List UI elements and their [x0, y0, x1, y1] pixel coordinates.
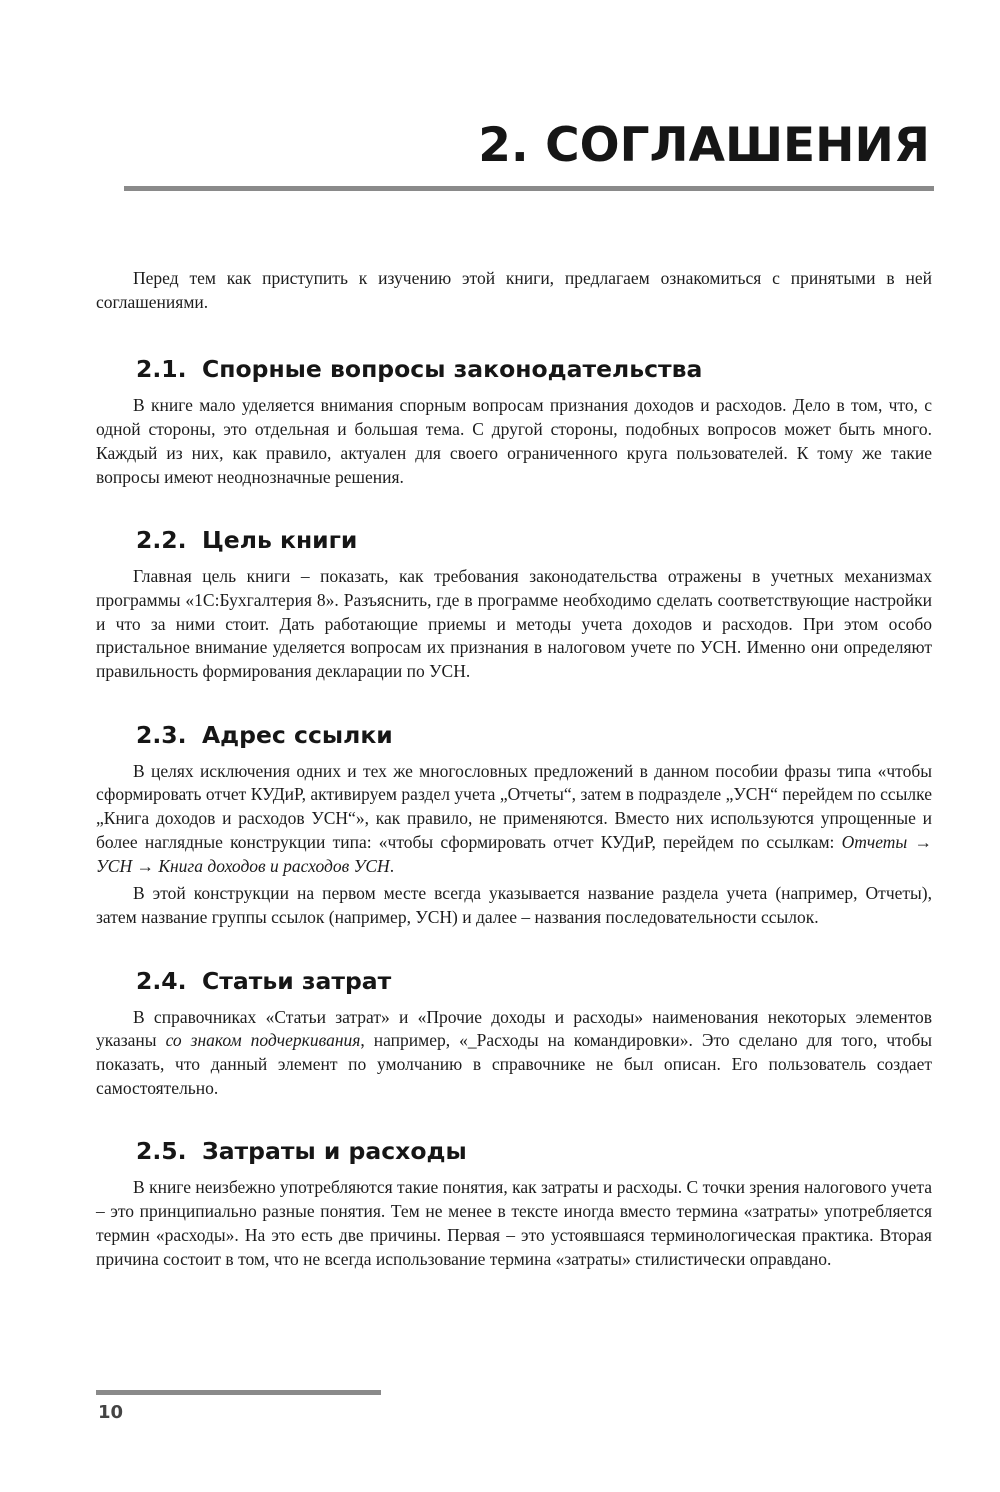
paragraph-text: В целях исключения одних и тех же многословных предложений в данном пособии фразы типа «чтобы сформировать отчет КУДиР, активируем раздел учета „Отчеты“, затем в подразделе „УСН“ перейдем по ссылке „Книга доходов и расходов УСН“», как правило, не применяются. Вместо них используются упрощенные и более наглядные конструкции типа: «чтобы сформировать отчет КУДиР, перейдем по ссылкам: — [96, 760, 932, 852]
section-2-1 — [96, 354, 932, 489]
section-number: 2.2. — [136, 526, 187, 555]
section-heading — [96, 525, 932, 555]
title-rule — [124, 186, 934, 191]
section-paragraph: В этой конструкции на первом месте всегда указывается название раздела учета (например, Отчеты), затем название группы ссылок (например, УСН) и далее – названия последовательности ссылок. — [96, 883, 932, 927]
section-heading — [96, 966, 932, 996]
section-number: 2.5. — [136, 1137, 187, 1166]
page-number: 10 — [98, 1402, 124, 1423]
paragraph-end: . — [389, 855, 395, 876]
section-heading — [96, 720, 932, 750]
section-2-4 — [96, 966, 932, 1101]
paragraph-text: , например, «_Расходы на командировки». Это сделано для того, чтобы показать, что данный элемент по умолчанию в справочнике не был описан. Его пользователь создает самостоятельно. — [96, 1030, 932, 1098]
section-paragraph: В книге мало уделяется внимания спорным вопросам признания доходов и расходов. Дело в том, что, с одной стороны, это отдельная и большая тема. С другой стороны, подобных вопросов может быть много. Каждый из них, как правило, актуален для своего ограниченного круга пользователей. К тому же такие вопросы имеют неоднозначные решения. — [96, 395, 932, 487]
section-paragraph — [96, 760, 932, 879]
chapter-title: 2. СОГЛАШЕНИЯ — [478, 118, 930, 173]
section-paragraph: В книге неизбежно употребляются такие понятия, как затраты и расходы. С точки зрения налогового учета – это принципиально разные понятия. Тем не менее в тексте иногда вместо термина «затраты» употребляется термин «расходы». На это есть две причины. Первая – это устоявшаяся терминологическая практика. Вторая причина состоит в том, что не всегда использование термина «затраты» стилистически оправдано. — [96, 1177, 932, 1269]
footer-rule — [96, 1390, 381, 1395]
section-heading — [96, 1136, 932, 1166]
emphasis-text: со знаком подчеркивания — [165, 1030, 361, 1051]
section-heading — [96, 354, 932, 384]
page-content — [96, 267, 932, 1271]
paragraph-text: В справочниках «Статьи затрат» и «Прочие доходы и расходы» наименования некоторых элементов указаны — [96, 1006, 932, 1051]
section-number: 2.1. — [136, 355, 187, 384]
intro-paragraph: Перед тем как приступить к изучению этой книги, предлагаем ознакомиться с принятыми в ней соглашениями. — [96, 268, 932, 312]
section-paragraph — [96, 1006, 932, 1101]
section-title: Спорные вопросы законодательства — [202, 355, 703, 384]
section-2-3 — [96, 720, 932, 930]
link-path: Отчеты → УСН → Книга доходов и расходов УСН — [96, 831, 932, 876]
section-paragraph: Главная цель книги – показать, как требования законодательства отражены в учетных механизмах программы «1С:Бухгалтерия 8». Разъяснить, где в программе необходимо сделать соответствующие настройки и что за ними стоит. Дать работающие приемы и методы учета доходов и расходов. При этом особо пристальное внимание уделяется вопросам их признания в налоговом учете по УСН. Именно они определяют правильность формирования декларации по УСН. — [96, 566, 932, 682]
section-title: Адрес ссылки — [202, 720, 393, 749]
section-number: 2.4. — [136, 966, 187, 995]
section-number: 2.3. — [136, 720, 187, 749]
section-title: Статьи затрат — [202, 966, 392, 995]
section-title: Затраты и расходы — [202, 1137, 467, 1166]
section-title: Цель книги — [202, 526, 358, 555]
section-2-5 — [96, 1136, 932, 1271]
section-2-2 — [96, 525, 932, 684]
